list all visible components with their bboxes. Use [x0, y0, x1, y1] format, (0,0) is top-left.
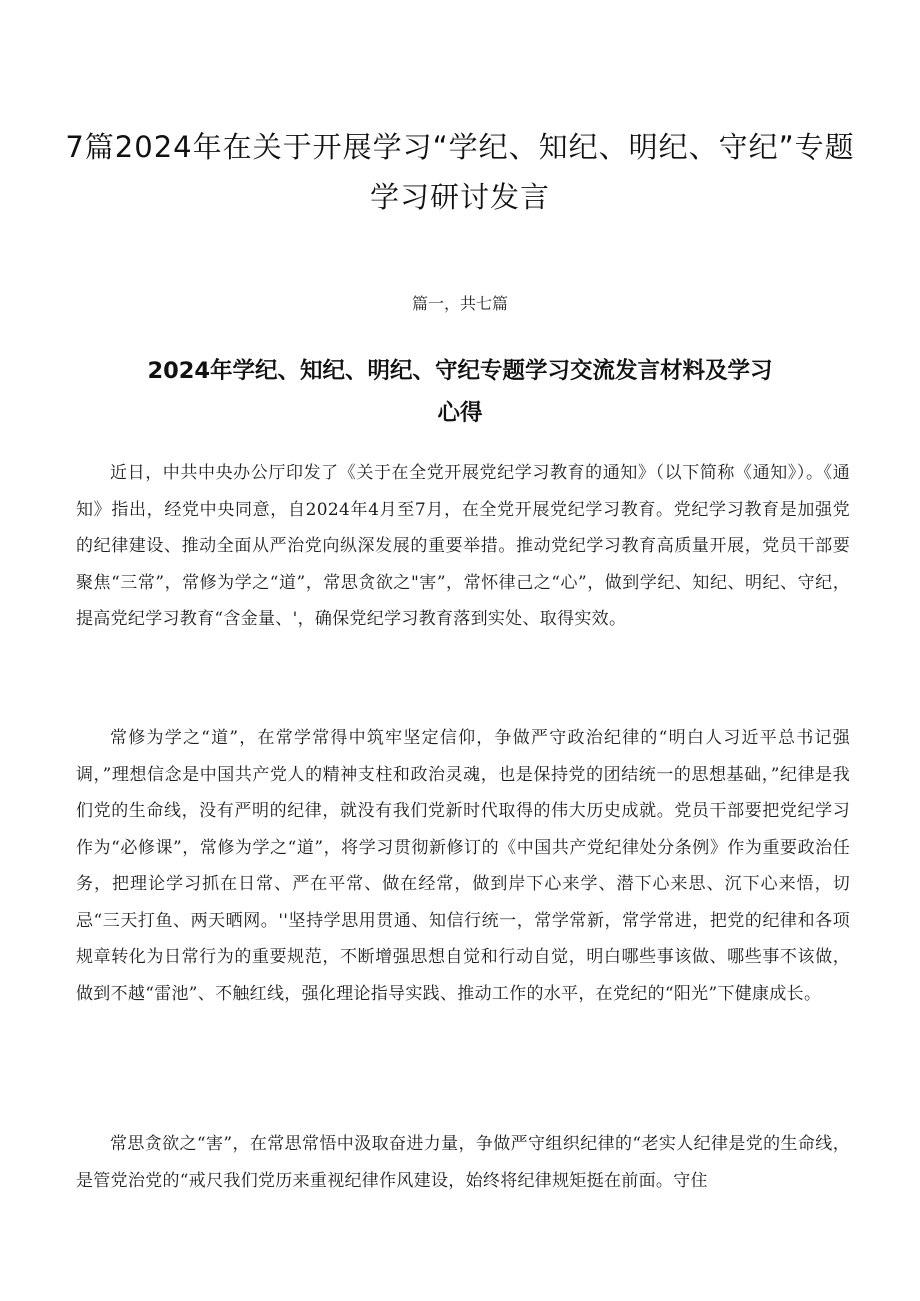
part-label: 篇一，共七篇	[411, 294, 508, 313]
body-paragraph: 常思贪欲之“害”，在常思常悟中汲取奋进力量，争做严守组织纪律的“老实人纪律是党的生命线，是管党治党的“戒尺我们党历来重视纪律作风建设，始终将纪律规矩挺在前面。守住	[76, 1134, 850, 1191]
body-paragraph: 常修为学之“道”，在常学常得中筑牢坚定信仰，争做严守政治纪律的“明白人习近平总书记强调，”理想信念是中国共产党人的精神支柱和政治灵魂，也是保持党的团结统一的思想基础，”纪律是我们党的生命线，没有严明的纪律，就没有我们党新时代取得的伟大历史成就。党员干部要把党纪学习作为“必修课”，常修为学之“道”，将学习贯彻新修订的《中国共产党纪律处分条例》作为重要政治任务，把理论学习抓在日常、严在平常、做在经常，做到岸下心来学、潜下心来思、沉下心来悟，切忌“三天打鱼、两天晒网。''坚持学思用贯通、知信行统一，常学常新，常学常进，把党的纪律和各项规章转化为日常行为的重要规范，不断增强思想自觉和行动自觉，明白哪些事该做、哪些事不该做，做到不越“雷池”、不触红线，强化理论指导实践、推动工作的水平，在党纪的“阳光”下健康成长。	[76, 728, 850, 1004]
body-paragraph: 近日，中共中央办公厅印发了《关于在全党开展党纪学习教育的通知》（以下简称《通知》）。《通知》指出，经党中央同意，自2024年4月至7月，在全党开展党纪学习教育。党纪学习教育是加强党的纪律建设、推动全面从严治党向纵深发展的重要举措。推动党纪学习教育高质量开展，党员干部要聚焦“三常”，常修为学之“道”，常思贪欲之"害”，常怀律己之“心”，做到学纪、知纪、明纪、守纪，提高党纪学习教育“含金量、'，确保党纪学习教育落到实处、取得实效。	[76, 463, 850, 629]
document-title: 7篇2024年在关于开展学习“学纪、知纪、明纪、守纪”专题学习研讨发言	[65, 130, 855, 214]
section-title: 2024年学纪、知纪、明纪、守纪专题学习交流发言材料及学习心得	[147, 358, 773, 426]
